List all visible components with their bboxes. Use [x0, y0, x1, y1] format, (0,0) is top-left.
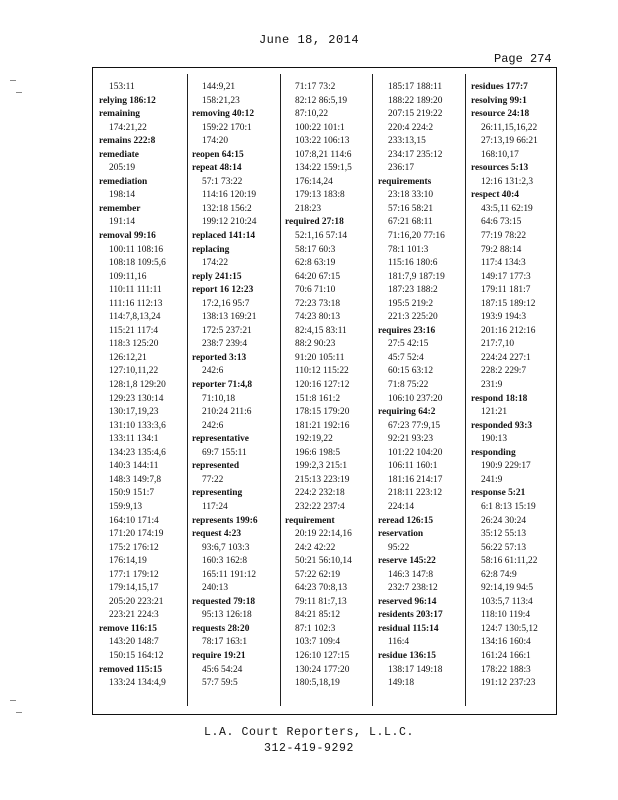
index-page-ref: 17:2,16 95:7 — [202, 298, 250, 309]
index-page-ref: 100:22 101:1 — [295, 122, 345, 133]
index-page-ref: 195:5 219:2 — [388, 298, 434, 309]
index-page-ref: 233:13,15 — [388, 136, 426, 147]
index-page-ref: 35:12 55:13 — [481, 529, 527, 540]
scan-mark — [16, 92, 22, 93]
index-page-ref: 62:8 74:9 — [481, 569, 517, 580]
index-page-ref: 199:2,3 215:1 — [295, 461, 348, 472]
index-page-ref: 242:6 — [202, 366, 224, 377]
index-page-ref: 218:11 223:12 — [388, 488, 443, 499]
index-headword: remediate — [99, 149, 139, 160]
index-page-ref: 130:24 177:20 — [295, 664, 350, 675]
index-page-ref: 159:9,13 — [109, 501, 143, 512]
index-page-ref: 134:16 160:4 — [481, 637, 531, 648]
index-page-ref: 100:11 108:16 — [109, 244, 164, 255]
index-page-ref: 175:2 176:12 — [109, 542, 159, 553]
index-page-ref: 178:22 188:3 — [481, 664, 531, 675]
index-page-ref: 110:11 111:11 — [109, 285, 162, 296]
index-headword: requirement — [285, 515, 335, 526]
index-page-ref: 23:18 33:10 — [388, 190, 434, 201]
index-page-ref: 131:10 133:3,6 — [109, 420, 166, 431]
index-page-ref: 126:10 127:15 — [295, 650, 350, 661]
index-headword: representing — [192, 488, 243, 499]
index-page-ref: 132:18 156:2 — [202, 203, 252, 214]
index-page-ref: 115:21 117:4 — [109, 325, 159, 336]
index-page-ref: 171:20 174:19 — [109, 529, 164, 540]
index-page-ref: 88:2 90:23 — [295, 339, 336, 350]
index-page-ref: 56:22 57:13 — [481, 542, 527, 553]
index-page-ref: 201:16 212:16 — [481, 325, 536, 336]
index-headword: resource 24:18 — [471, 109, 530, 120]
index-page-ref: 52:1,16 57:14 — [295, 231, 348, 242]
index-page-ref: 159:22 170:1 — [202, 122, 252, 133]
scan-mark — [16, 712, 22, 713]
index-page-ref: 93:6,7 103:3 — [202, 542, 250, 553]
index-headword: requirements — [378, 176, 432, 187]
index-page-ref: 70:6 71:10 — [295, 285, 336, 296]
index-page-ref: 193:9 194:3 — [481, 312, 527, 323]
index-headword: remove 116:15 — [99, 623, 157, 634]
scan-mark — [10, 80, 16, 81]
index-page-ref: 57:16 58:21 — [388, 203, 434, 214]
index-headword: represents 199:6 — [192, 515, 258, 526]
index-headword: responded 93:3 — [471, 420, 533, 431]
index-headword: responding — [471, 447, 516, 458]
index-page-ref: 79:2 88:14 — [481, 244, 522, 255]
index-page-ref: 57:22 62:19 — [295, 569, 341, 580]
index-page-ref: 24:2 42:22 — [295, 542, 336, 553]
index-page-ref: 241:9 — [481, 474, 503, 485]
index-page-ref: 150:15 164:12 — [109, 650, 164, 661]
index-page-ref: 192:19,22 — [295, 434, 333, 445]
index-column-4 — [378, 81, 468, 691]
index-page-ref: 134:23 135:4,6 — [109, 447, 166, 458]
index-page-ref: 176:14,24 — [295, 176, 333, 187]
index-page-ref: 117:24 — [202, 501, 228, 512]
index-page-ref: 240:13 — [202, 583, 229, 594]
index-headword: replacing — [192, 244, 230, 255]
index-page-ref: 153:11 — [109, 82, 135, 92]
index-page-ref: 118:3 125:20 — [109, 339, 159, 350]
index-column-5 — [471, 81, 561, 691]
index-page-ref: 218:23 — [295, 203, 322, 214]
index-headword: request 4:23 — [192, 529, 242, 540]
index-page-ref: 103:22 106:13 — [295, 136, 350, 147]
index-page-ref: 50:21 56:10,14 — [295, 556, 352, 567]
index-page-ref: 168:10,17 — [481, 149, 519, 160]
index-page-ref: 190:9 229:17 — [481, 461, 531, 472]
index-page-ref: 77:19 78:22 — [481, 231, 527, 242]
index-page-ref: 91:20 105:11 — [295, 352, 345, 363]
index-column-2 — [192, 81, 282, 691]
index-page-ref: 151:8 161:2 — [295, 393, 341, 404]
index-page-ref: 108:18 109:5,6 — [109, 258, 166, 269]
index-page-ref: 26:24 30:24 — [481, 515, 527, 526]
index-headword: residual 115:14 — [378, 623, 439, 634]
index-page-ref: 238:7 239:4 — [202, 339, 248, 350]
index-page-ref: 111:16 112:13 — [109, 298, 163, 309]
index-page-ref: 106:10 237:20 — [388, 393, 443, 404]
index-headword: report 16 12:23 — [192, 285, 254, 296]
scan-mark — [10, 700, 16, 701]
word-index-frame — [92, 67, 557, 715]
index-page-ref: 6:1 8:13 15:19 — [481, 501, 536, 512]
index-page-ref: 232:7 238:12 — [388, 583, 438, 594]
index-page-ref: 215:13 223:19 — [295, 474, 350, 485]
index-headword: residues 177:7 — [471, 82, 528, 92]
transcript-date: June 18, 2014 — [258, 33, 360, 47]
index-page-ref: 148:3 149:7,8 — [109, 474, 162, 485]
index-page-ref: 178:15 179:20 — [295, 407, 350, 418]
index-page-ref: 174:20 — [202, 136, 229, 147]
index-column-3 — [285, 81, 375, 691]
index-page-ref: 138:13 169:21 — [202, 312, 257, 323]
index-page-ref: 144:9,21 — [202, 82, 236, 92]
index-page-ref: 181:21 192:16 — [295, 420, 350, 431]
index-page-ref: 126:12,21 — [109, 352, 147, 363]
index-headword: resources 5:13 — [471, 163, 529, 174]
index-page-ref: 205:20 223:21 — [109, 596, 164, 607]
index-headword: residue 136:15 — [378, 650, 436, 661]
index-page-ref: 236:17 — [388, 163, 415, 174]
index-headword: removal 99:16 — [99, 231, 156, 242]
index-page-ref: 242:6 — [202, 420, 224, 431]
index-headword: requested 79:18 — [192, 596, 256, 607]
index-page-ref: 114:7,8,13,24 — [109, 312, 161, 323]
index-page-ref: 160:3 162:8 — [202, 556, 248, 567]
index-page-ref: 188:22 189:20 — [388, 95, 443, 106]
index-headword: representative — [192, 434, 249, 445]
index-page-ref: 62:8 63:19 — [295, 258, 336, 269]
index-page-ref: 57:7 59:5 — [202, 678, 238, 689]
index-page-ref: 43:5,11 62:19 — [481, 203, 533, 214]
index-headword: reply 241:15 — [192, 271, 242, 282]
index-page-ref: 92:14,19 94:5 — [481, 583, 534, 594]
index-headword: requires 23:16 — [378, 325, 436, 336]
index-page-ref: 196:6 198:5 — [295, 447, 341, 458]
index-page-ref: 231:9 — [481, 380, 503, 391]
index-page-ref: 12:16 131:2,3 — [481, 176, 534, 187]
court-reporter-phone: 312-419-9292 — [263, 742, 354, 755]
index-page-ref: 161:24 166:1 — [481, 650, 531, 661]
index-headword: reserved 96:14 — [378, 596, 437, 607]
index-headword: respect 40:4 — [471, 190, 519, 201]
index-headword: reopen 64:15 — [192, 149, 244, 160]
index-page-ref: 45:6 54:24 — [202, 664, 243, 675]
index-page-ref: 71:17 73:2 — [295, 82, 336, 92]
index-page-ref: 172:5 237:21 — [202, 325, 252, 336]
index-page-ref: 150:9 151:7 — [109, 488, 155, 499]
index-headword: removed 115:15 — [99, 664, 163, 675]
index-page-ref: 187:15 189:12 — [481, 298, 536, 309]
index-page-ref: 185:17 188:11 — [388, 82, 443, 92]
index-page-ref: 82:4,15 83:11 — [295, 325, 347, 336]
index-page-ref: 27:13,19 66:21 — [481, 136, 538, 147]
index-page-ref: 121:21 — [481, 407, 508, 418]
index-page-ref: 224:14 — [388, 501, 415, 512]
index-page-ref: 224:24 227:1 — [481, 352, 531, 363]
index-page-ref: 174:21,22 — [109, 122, 147, 133]
index-headword: reported 3:13 — [192, 352, 247, 363]
index-page-ref: 165:11 191:12 — [202, 569, 257, 580]
index-page-ref: 234:17 235:12 — [388, 149, 443, 160]
index-headword: represented — [192, 461, 240, 472]
index-page-ref: 20:19 22:14,16 — [295, 529, 352, 540]
index-page-ref: 71:16,20 77:16 — [388, 231, 445, 242]
index-page-ref: 220:4 224:2 — [388, 122, 434, 133]
index-headword: remains 222:8 — [99, 136, 156, 147]
index-page-ref: 128:1,8 129:20 — [109, 380, 166, 391]
index-page-ref: 179:14,15,17 — [109, 583, 159, 594]
index-page-ref: 221:3 225:20 — [388, 312, 438, 323]
index-headword: response 5:21 — [471, 488, 526, 499]
index-page-ref: 149:18 — [388, 678, 415, 689]
index-page-ref: 133:24 134:4,9 — [109, 678, 166, 689]
index-headword: reporter 71:4,8 — [192, 380, 253, 391]
index-headword: repeat 48:14 — [192, 163, 242, 174]
index-page-ref: 164:10 171:4 — [109, 515, 159, 526]
index-page-ref: 72:23 73:18 — [295, 298, 341, 309]
index-page-ref: 87:10,22 — [295, 109, 329, 120]
index-page-ref: 78:1 101:3 — [388, 244, 429, 255]
index-page-ref: 58:17 60:3 — [295, 244, 336, 255]
index-page-ref: 191:12 237:23 — [481, 678, 536, 689]
index-page-ref: 103:7 109:4 — [295, 637, 341, 648]
index-page-ref: 177:1 179:12 — [109, 569, 159, 580]
index-column-1 — [99, 81, 189, 691]
index-page-ref: 174:22 — [202, 258, 229, 269]
index-page-ref: 127:10,11,22 — [109, 366, 159, 377]
court-reporter-name: L.A. Court Reporters, L.L.C. — [203, 726, 415, 739]
index-page-ref: 109:11,16 — [109, 271, 147, 282]
index-page-ref: 146:3 147:8 — [388, 569, 434, 580]
index-page-ref: 74:23 80:13 — [295, 312, 341, 323]
index-page-ref: 181:7,9 187:19 — [388, 271, 445, 282]
index-headword: reread 126:15 — [378, 515, 434, 526]
index-page-ref: 232:22 237:4 — [295, 501, 345, 512]
index-page-ref: 207:15 219:22 — [388, 109, 443, 120]
index-headword: remaining — [99, 109, 140, 120]
index-page-ref: 64:6 73:15 — [481, 217, 522, 228]
index-headword: requests 28:20 — [192, 623, 250, 634]
index-page-ref: 71:10,18 — [202, 393, 236, 404]
index-page-ref: 101:22 104:20 — [388, 447, 443, 458]
index-page-ref: 57:1 73:22 — [202, 176, 243, 187]
index-page-ref: 158:21,23 — [202, 95, 240, 106]
index-page-ref: 129:23 130:14 — [109, 393, 164, 404]
index-page-ref: 115:16 180:6 — [388, 258, 438, 269]
index-page-ref: 130:17,19,23 — [109, 407, 159, 418]
index-page-ref: 120:16 127:12 — [295, 380, 350, 391]
index-page-ref: 114:16 120:19 — [202, 190, 257, 201]
index-page-ref: 199:12 210:24 — [202, 217, 257, 228]
index-page-ref: 138:17 149:18 — [388, 664, 443, 675]
index-page-ref: 191:14 — [109, 217, 136, 228]
index-headword: requiring 64:2 — [378, 407, 436, 418]
index-headword: resolving 99:1 — [471, 95, 527, 106]
index-page-ref: 87:1 102:3 — [295, 623, 336, 634]
index-page-ref: 84:21 85:12 — [295, 610, 341, 621]
index-headword: require 19:21 — [192, 650, 246, 661]
index-page-ref: 82:12 86:5,19 — [295, 95, 348, 106]
index-page-ref: 217:7,10 — [481, 339, 515, 350]
index-page-ref: 198:14 — [109, 190, 136, 201]
index-page-ref: 210:24 211:6 — [202, 407, 252, 418]
index-page-ref: 134:22 159:1,5 — [295, 163, 352, 174]
index-page-ref: 27:5 42:15 — [388, 339, 429, 350]
index-page-ref: 95:13 126:18 — [202, 610, 252, 621]
index-page-ref: 95:22 — [388, 542, 410, 553]
index-page-ref: 124:7 130:5,12 — [481, 623, 538, 634]
index-headword: relying 186:12 — [99, 95, 156, 106]
index-page-ref: 92:21 93:23 — [388, 434, 434, 445]
index-page-ref: 79:11 81:7,13 — [295, 596, 347, 607]
index-page-ref: 77:22 — [202, 474, 224, 485]
index-page-ref: 106:11 160:1 — [388, 461, 438, 472]
index-page-ref: 149:17 177:3 — [481, 271, 531, 282]
index-page-ref: 26:11,15,16,22 — [481, 122, 538, 133]
index-page-ref: 64:20 67:15 — [295, 271, 341, 282]
page-number: Page 274 — [494, 52, 552, 66]
index-page-ref: 71:8 75:22 — [388, 380, 429, 391]
index-page-ref: 60:15 63:12 — [388, 366, 434, 377]
index-page-ref: 223:21 224:3 — [109, 610, 159, 621]
index-page-ref: 224:2 232:18 — [295, 488, 345, 499]
index-page-ref: 67:23 77:9,15 — [388, 420, 441, 431]
index-page-ref: 181:16 214:17 — [388, 474, 443, 485]
index-headword: reserve 145:22 — [378, 556, 436, 567]
index-page-ref: 110:12 115:22 — [295, 366, 349, 377]
index-page-ref: 67:21 68:11 — [388, 217, 433, 228]
index-headword: removing 40:12 — [192, 109, 255, 120]
index-page-ref: 179:13 183:8 — [295, 190, 345, 201]
index-page-ref: 118:10 119:4 — [481, 610, 531, 621]
index-page-ref: 228:2 229:7 — [481, 366, 527, 377]
index-page-ref: 179:11 181:7 — [481, 285, 531, 296]
index-page-ref: 140:3 144:11 — [109, 461, 159, 472]
index-page-ref: 187:23 188:2 — [388, 285, 438, 296]
index-page-ref: 78:17 163:1 — [202, 637, 248, 648]
index-headword: required 27:18 — [285, 217, 344, 228]
index-page-ref: 64:23 70:8,13 — [295, 583, 348, 594]
index-headword: replaced 141:14 — [192, 231, 256, 242]
index-page-ref: 180:5,18,19 — [295, 678, 340, 689]
index-page-ref: 190:13 — [481, 434, 508, 445]
index-page-ref: 205:19 — [109, 163, 136, 174]
index-page-ref: 117:4 134:3 — [481, 258, 526, 269]
index-page-ref: 176:14,19 — [109, 556, 147, 567]
index-headword: remember — [99, 203, 141, 214]
index-headword: remediation — [99, 176, 148, 187]
index-page-ref: 143:20 148:7 — [109, 637, 159, 648]
index-page-ref: 69:7 155:11 — [202, 447, 247, 458]
index-page-ref: 107:8,21 114:6 — [295, 149, 352, 160]
index-page-ref: 116:4 — [388, 637, 410, 648]
index-page-ref: 103:5,7 113:4 — [481, 596, 533, 607]
index-page-ref: 133:11 134:1 — [109, 434, 159, 445]
index-headword: respond 18:18 — [471, 393, 528, 404]
index-page-ref: 58:16 61:11,22 — [481, 556, 538, 567]
index-headword: residents 203:17 — [378, 610, 443, 621]
index-headword: reservation — [378, 529, 424, 540]
index-page-ref: 45:7 52:4 — [388, 352, 424, 363]
